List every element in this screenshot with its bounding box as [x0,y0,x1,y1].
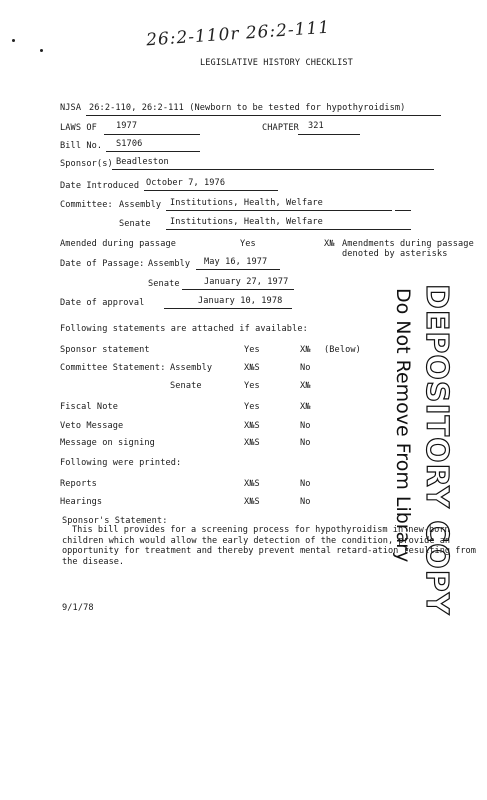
passage-assembly-underline [196,269,280,270]
depository-stamp: DEPOSITORY COPY [419,284,454,616]
statement-label: Message on signing [60,438,155,448]
statement-sub: Assembly [170,363,213,373]
attached-header: Following statements are attached if available: [60,324,308,334]
sponsors-value: Beadleston [116,157,169,167]
statement-no: X№ [300,345,311,355]
date-introduced-label: Date Introduced [60,181,140,191]
sponsor-statement-body: This bill provides for a screening process for hypothyroidism in new-born children which would allow the early detection of the condition, provide an opportunity for treatment and thereby prevent mental retard-ation resulting from the disease. [62,525,476,567]
statement-yes: X№S [244,363,260,373]
date-introduced-underline [144,190,278,191]
committee-assembly-underline-tail [395,210,411,211]
passage-senate-underline [182,289,294,290]
amended-no: X№ [324,239,335,249]
printed-no: No [300,479,311,489]
do-not-remove-stamp: Do Not Remove From Library [392,288,414,563]
chapter-value: 321 [308,121,324,131]
committee-assembly-value: Institutions, Health, Welfare [170,198,323,208]
passage-assembly-value: May 16, 1977 [204,257,268,267]
sponsors-underline [112,169,434,170]
approval-underline [164,308,292,309]
laws-of-underline [104,134,200,135]
statement-sub: Senate [170,381,202,391]
stray-mark [40,49,43,52]
committee-senate-underline [166,229,411,230]
statement-yes: Yes [244,345,260,355]
statement-yes: Yes [244,381,260,391]
statement-label: Fiscal Note [60,402,119,412]
sponsors-label: Sponsor(s) [60,159,113,169]
printed-label: Reports [60,479,97,489]
amended-yes: Yes [240,239,256,249]
passage-label: Date of Passage: [60,259,145,269]
statement-no: X№ [300,381,311,391]
approval-value: January 10, 1978 [198,296,283,306]
handwritten-note: 26:2-110r 26:2-111 [145,17,331,51]
njsa-underline [86,115,441,116]
statement-no: No [300,421,311,431]
bill-no-label: Bill No. [60,141,103,151]
committee-label: Committee: [60,200,113,210]
printed-header: Following were printed: [60,458,182,468]
statement-no: No [300,438,311,448]
chapter-underline [298,134,360,135]
printed-yes: X№S [244,479,260,489]
statement-label: Committee Statement: [60,363,166,373]
printed-label: Hearings [60,497,103,507]
page-title: LEGISLATIVE HISTORY CHECKLIST [200,58,353,68]
statement-label: Veto Message [60,421,124,431]
statement-yes: X№S [244,421,260,431]
statement-no: No [300,363,311,373]
approval-label: Date of approval [60,298,145,308]
printed-yes: X№S [244,497,260,507]
bill-no-value: S1706 [116,139,143,149]
sponsor-statement-title: Sponsor's Statement: [62,516,168,526]
footer-date: 9/1/78 [62,603,94,613]
chapter-label: CHAPTER [262,123,299,133]
committee-senate-value: Institutions, Health, Welfare [170,217,323,227]
statement-yes: Yes [244,402,260,412]
statement-yes: X№S [244,438,260,448]
statement-note: (Below) [324,345,361,355]
statement-no: X№ [300,402,311,412]
passage-senate-label: Senate [148,279,180,289]
laws-of-value: 1977 [116,121,138,131]
bill-no-underline [106,151,200,152]
njsa-value: 26:2-110, 26:2-111 (Newborn to be tested for hypothyroidism) [89,103,406,113]
passage-senate-value: January 27, 1977 [204,277,289,287]
stray-mark [12,39,15,42]
printed-no: No [300,497,311,507]
committee-assembly-label: Assembly [119,200,162,210]
laws-of-label: LAWS OF [60,123,97,133]
date-introduced-value: October 7, 1976 [146,178,226,188]
committee-assembly-underline [166,210,392,211]
committee-senate-label: Senate [119,219,151,229]
passage-assembly-label: Assembly [148,259,191,269]
amended-note-line2: denoted by asterisks [342,249,448,259]
amended-label: Amended during passage [60,239,177,249]
amended-note-line1: Amendments during passage [342,239,474,249]
statement-label: Sponsor statement [60,345,150,355]
njsa-label: NJSA [60,103,82,113]
